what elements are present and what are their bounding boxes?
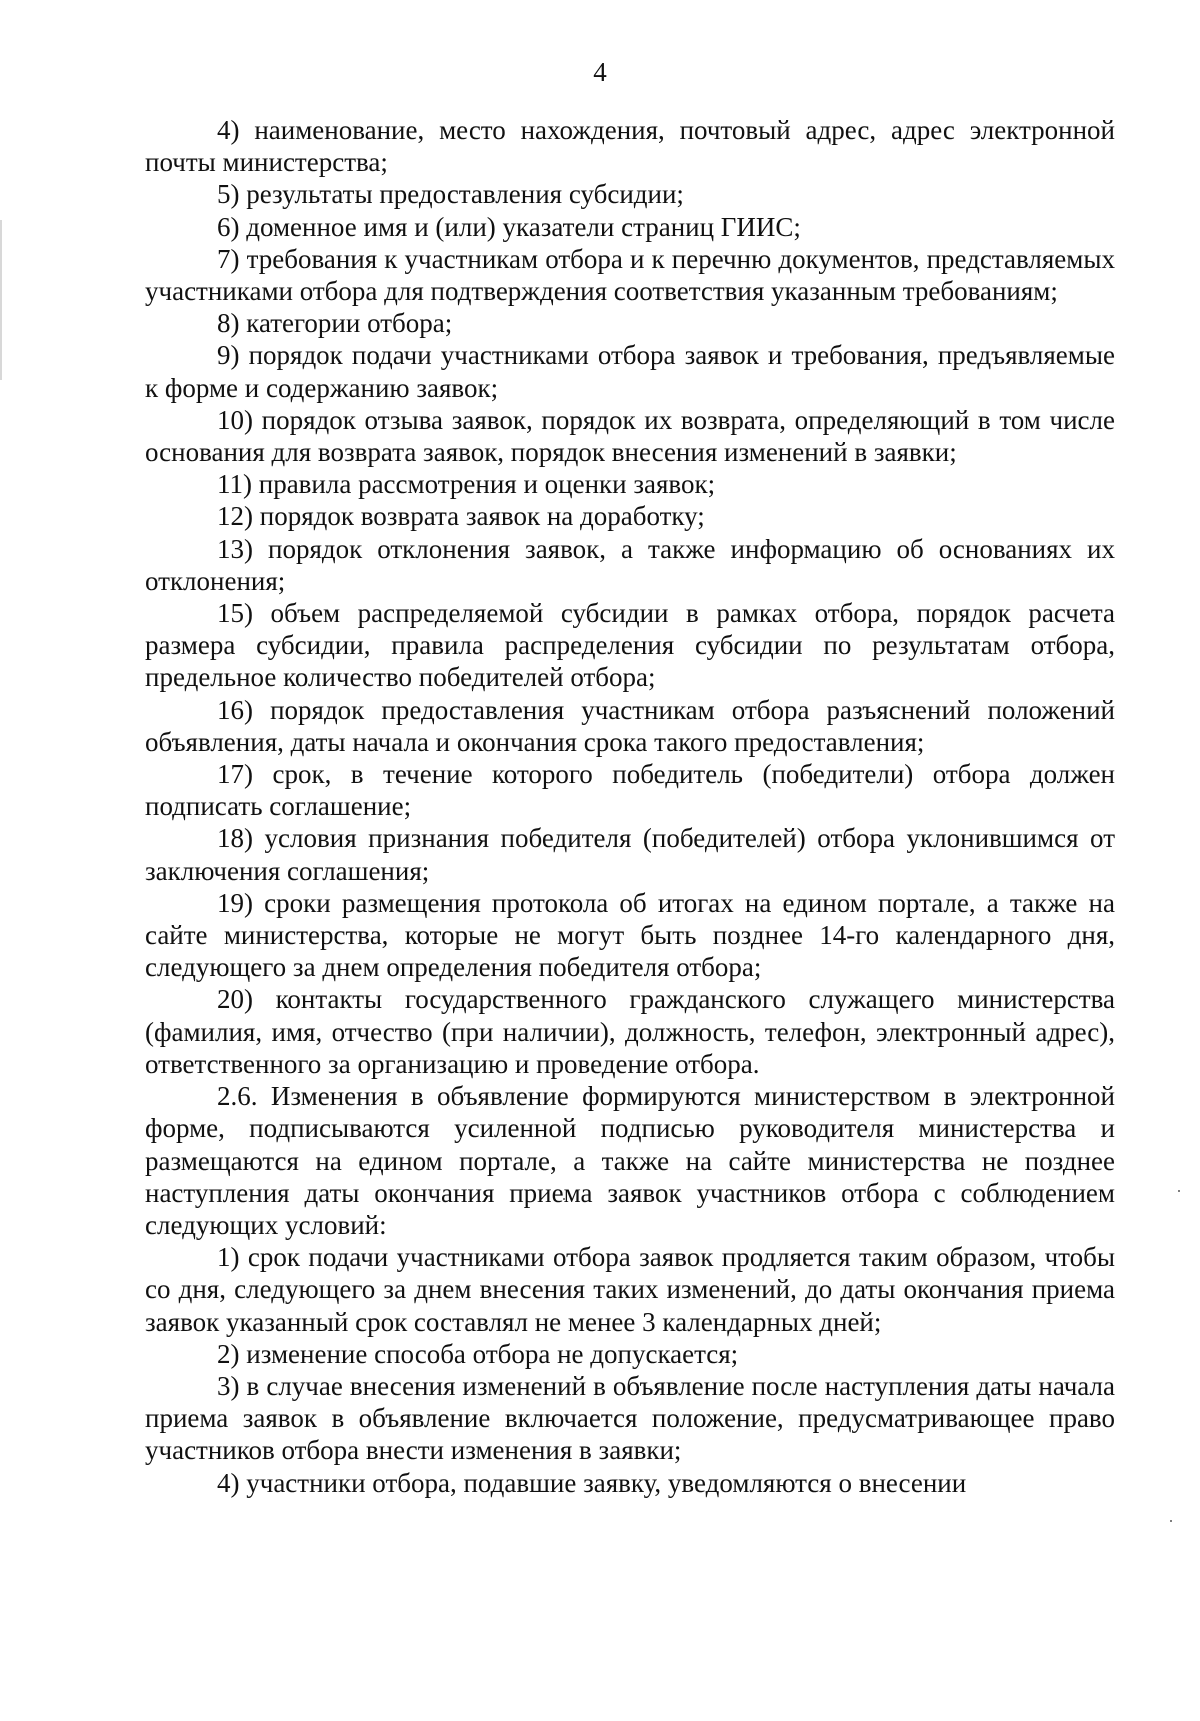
list-item-13: 13) порядок отклонения заявок, а также информацию об основаниях их отклонения; [145, 533, 1115, 596]
list-item-6: 6) доменное имя и (или) указатели страниц ГИИС; [217, 211, 801, 242]
list-item-10: 10) порядок отзыва заявок, порядок их возврата, определяющий в том числе основания для возврата заявок, порядок внесения изменений в заявки; [145, 404, 1115, 468]
list-item-12: 12) порядок возврата заявок на доработку; [217, 501, 705, 532]
section-2-6-paragraph: 2.6. Изменения в объявление формируются министерством в электронной форме, подписываются усиленной подписью руководителя министерства и размещаются на едином портале, а также на сайте министерства не позднее наступления даты окончания приема заявок участников отбора с соблюдением следующих условий: [145, 1081, 1115, 1240]
list-item-11: 11) правила рассмотрения и оценки заявок; [217, 469, 716, 500]
scan-speck [1178, 1190, 1180, 1192]
list-item-19: 19) сроки размещения протокола об итогах на едином портале, а также на сайте министерства, которые не могут быть позднее 14-го календарного дня, следующего за днем определения победителя отбора; [145, 887, 1115, 983]
list-item-8: 8) категории отбора; [217, 308, 453, 339]
list-item-9: 9) порядок подачи участниками отбора заявок и требования, предъявляемые к форме и содержанию заявок; [145, 340, 1115, 403]
condition-item-1: 1) срок подачи участниками отбора заявок продляется таким образом, чтобы со дня, следующего за днем внесения таких изменений, до даты окончания приема заявок указанный срок составлял не менее 3 календарных дней; [145, 1242, 1115, 1337]
scan-edge-mark [0, 220, 2, 380]
list-item-5: 5) результаты предоставления субсидии; [217, 179, 684, 210]
list-item-15: 15) объем распределяемой субсидии в рамках отбора, порядок расчета размера субсидии, правила распределения субсидии по результатам отбора, предельное количество победителей отбора; [145, 598, 1115, 693]
list-item-16: 16) порядок предоставления участникам отбора разъяснений положений объявления, даты начала и окончания срока такого предоставления; [145, 694, 1115, 757]
list-item-20: 20) контакты государственного гражданского служащего министерства (фамилия, имя, отчество (при наличии), должность, телефон, электронный адрес), ответственного за организацию и проведение отбора. [145, 984, 1115, 1079]
list-item-4: 4) наименование, место нахождения, почтовый адрес, адрес электронной почты министерства; [145, 115, 1115, 178]
document-body [145, 114, 1115, 1499]
list-item-7: 7) требования к участникам отбора и к перечню документов, представляемых участниками отбора для подтверждения соответствия указанным требованиям; [145, 243, 1115, 307]
condition-item-4: 4) участники отбора, подавшие заявку, уведомляются о внесении [217, 1467, 967, 1498]
list-item-17: 17) срок, в течение которого победитель (победители) отбора должен подписать соглашение; [145, 759, 1115, 822]
condition-item-3: 3) в случае внесения изменений в объявление после наступления даты начала приема заявок в объявление включается положение, предусматривающее право участников отбора внести изменения в заявки; [145, 1370, 1115, 1466]
list-item-18: 18) условия признания победителя (победителей) отбора уклонившимся от заключения соглашения; [145, 823, 1115, 886]
scan-speck [1170, 1520, 1172, 1522]
page-number: 4 [593, 57, 607, 87]
condition-item-2: 2) изменение способа отбора не допускается; [217, 1338, 739, 1369]
